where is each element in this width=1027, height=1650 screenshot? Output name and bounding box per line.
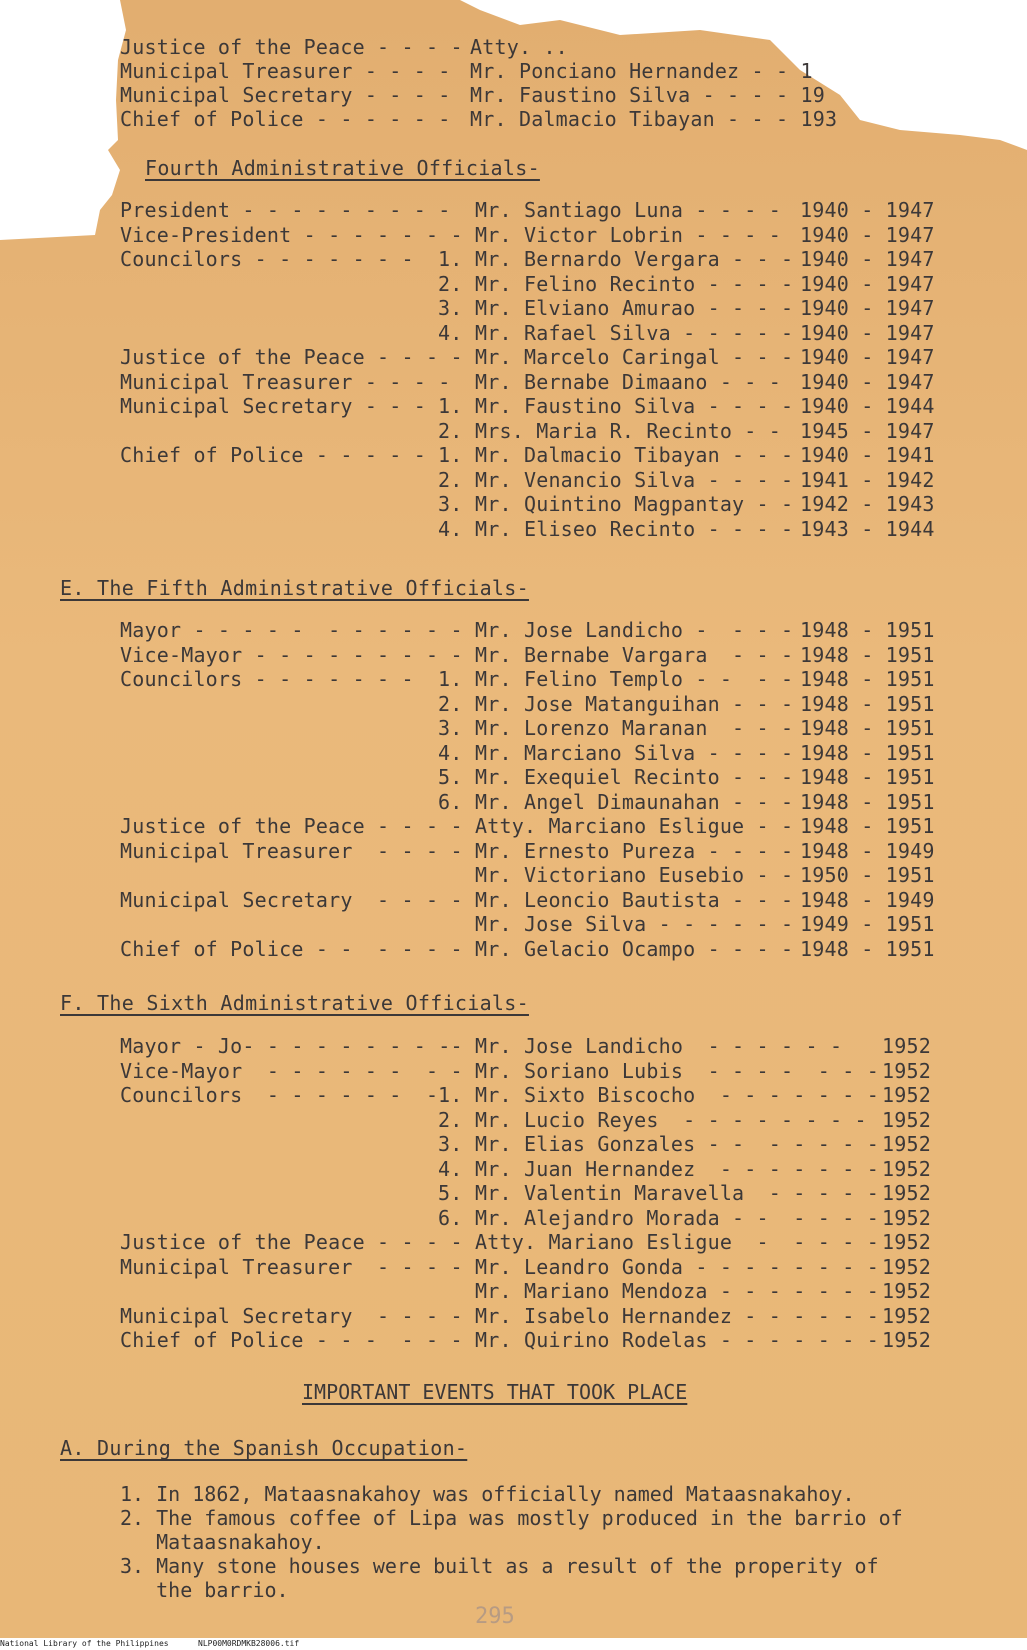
office-label: President - - - - - - - - -	[120, 198, 463, 222]
office-label: Justice of the Peace - - - -	[120, 35, 475, 59]
fragment-row	[120, 35, 940, 59]
term-years: 1945 - 1947	[800, 418, 935, 443]
event-item: 1. In 1862, Mataasnakahoy was officially named Mataasnakahoy.	[120, 1482, 855, 1506]
official-row	[120, 741, 940, 765]
official-name: Mr. Angel Dimaunahan - - -	[475, 789, 794, 814]
official-name: Mr. Ernesto Pureza - - - -	[475, 838, 794, 863]
official-name: Mr. Eliseo Recinto - - - -	[475, 516, 794, 541]
item-number: 4.	[438, 1156, 463, 1181]
official-name: Mr. Jose Silva - - - - - -	[475, 912, 794, 936]
official-name: Mr. Marciano Silva - - - -	[475, 740, 794, 765]
office-label: Municipal Treasurer - - - -	[120, 838, 475, 863]
term-years: 1948 - 1951	[800, 814, 935, 838]
official-row	[120, 1034, 940, 1058]
term-years: 1952	[882, 1034, 931, 1058]
official-row	[120, 814, 940, 838]
official-name: Atty. ..	[470, 35, 568, 59]
footer-filename: NLP00M0RDMKB28006.tif	[198, 1639, 300, 1648]
term-years: 1948 - 1951	[800, 691, 935, 716]
official-row	[120, 643, 940, 667]
official-name: Mr. Faustino Silva - - - -	[475, 394, 794, 418]
official-name: Mrs. Maria R. Recinto - -	[475, 418, 782, 443]
official-row	[120, 419, 940, 443]
official-name: Mr. Dalmacio Tibayan - - -	[475, 443, 794, 467]
term-years: 1948 - 1951	[800, 642, 935, 667]
item-number: 1.	[438, 394, 463, 418]
official-name: Atty. Mariano Esligue - - - - -	[475, 1230, 879, 1254]
term-years: 1952	[882, 1107, 931, 1132]
official-name: Mr. Isabelo Hernandez - - - - - -	[475, 1303, 879, 1328]
term-years: 1952	[882, 1254, 931, 1279]
official-row	[120, 345, 940, 369]
term-years: 1952	[882, 1303, 931, 1328]
official-row	[120, 517, 940, 541]
item-number: 3.	[438, 716, 463, 740]
office-label: Municipal Secretary - - - -	[120, 887, 475, 912]
office-label: Municipal Treasurer - - - -	[120, 369, 463, 394]
term-years: 1949 - 1951	[800, 912, 935, 936]
official-row	[120, 370, 940, 394]
official-name: Mr. Felino Templo - - - -	[475, 667, 794, 691]
term-years: 1940 - 1947	[800, 222, 935, 247]
event-item: 2. The famous coffee of Lipa was mostly produced in the barrio of Mataasnakahoy.	[120, 1506, 903, 1554]
official-row	[120, 839, 940, 863]
official-row	[120, 1279, 940, 1303]
official-row	[120, 716, 940, 740]
official-name: Mr. Exequiel Recinto - - -	[475, 765, 794, 789]
official-row	[120, 1108, 940, 1132]
official-row	[120, 667, 940, 691]
official-name: Mr. Bernardo Vergara - - -	[475, 247, 794, 271]
office-label: Municipal Treasurer - - - -	[120, 1254, 475, 1279]
official-row	[120, 1059, 940, 1083]
official-row	[120, 223, 940, 247]
official-name: Mr. Juan Hernandez - - - - - - -	[475, 1156, 879, 1181]
page-number: 295	[475, 1604, 515, 1629]
fifth-officials-heading: E. The Fifth Administrative Officials-	[60, 576, 529, 600]
term-years: 1948 - 1949	[800, 887, 935, 912]
term-years: 1948 - 1951	[800, 667, 935, 691]
official-name: Mr. Jose Landicho - - - -	[475, 618, 794, 642]
item-number: 6.	[438, 789, 463, 814]
term-years: 1940 - 1947	[800, 296, 935, 320]
office-label: Councilors - - - - - - -	[120, 667, 427, 691]
term-years: 1942 - 1943	[800, 492, 935, 516]
term-years: 1952	[882, 1083, 931, 1107]
item-number: 5.	[438, 1181, 463, 1205]
official-name: Mr. Marcelo Caringal - - -	[475, 345, 794, 369]
official-name: Mr. Victor Lobrin - - - -	[475, 222, 782, 247]
official-row	[120, 247, 940, 271]
official-name: Mr. Felino Recinto - - - -	[475, 271, 794, 296]
official-name: Mr. Ponciano Hernandez - - 1	[470, 59, 813, 83]
official-row	[120, 1230, 940, 1254]
official-name: Mr. Victoriano Eusebio - -	[475, 863, 794, 887]
item-number: 3.	[438, 1132, 463, 1156]
official-row	[120, 912, 940, 936]
footer-library: National Library of the Philippines	[0, 1639, 169, 1648]
official-row	[120, 296, 940, 320]
item-number: 1.	[438, 247, 463, 271]
office-label: Municipal Treasurer - - - -	[120, 59, 463, 83]
term-years: 1952	[882, 1279, 931, 1303]
office-label: Mayor - Jo- - - - - - - - --	[120, 1034, 475, 1058]
term-years: 1941 - 1942	[800, 467, 935, 492]
official-name: Mr. Alejandro Morada - - - - - -	[475, 1205, 879, 1230]
term-years: 1950 - 1951	[800, 863, 935, 887]
item-number: 4.	[438, 320, 463, 345]
item-number: 1.	[438, 443, 463, 467]
official-name: Mr. Faustino Silva - - - - 19	[470, 83, 825, 107]
item-number: 4.	[438, 516, 463, 541]
official-row	[120, 198, 940, 222]
events-title: IMPORTANT EVENTS THAT TOOK PLACE	[302, 1380, 688, 1404]
office-label: Mayor - - - - - - - - - - -	[120, 618, 475, 642]
official-row	[120, 1181, 940, 1205]
term-years: 1948 - 1951	[800, 740, 935, 765]
office-label: Chief of Police - - - - - -	[120, 936, 475, 961]
office-label: Municipal Secretary - - - -	[120, 83, 463, 107]
official-row	[120, 394, 940, 418]
official-row	[120, 443, 940, 467]
official-name: Mr. Sixto Biscocho - - - - - - -	[475, 1083, 879, 1107]
official-name: Mr. Quintino Magpantay - -	[475, 492, 794, 516]
official-name: Mr. Valentin Maravella - - - - -	[475, 1181, 879, 1205]
term-years: 1940 - 1947	[800, 345, 935, 369]
office-label: Municipal Secretary - - -	[120, 394, 439, 418]
official-row	[120, 492, 940, 516]
office-label: Justice of the Peace - - - -	[120, 1230, 475, 1254]
official-name: Mr. Lorenzo Maranan - - -	[475, 716, 794, 740]
office-label: Councilors - - - - - - -	[120, 1083, 439, 1107]
office-label: Justice of the Peace - - - -	[120, 345, 475, 369]
spanish-occupation-heading: A. During the Spanish Occupation-	[60, 1436, 468, 1460]
term-years: 1940 - 1947	[800, 247, 935, 271]
official-name: Mr. Leandro Gonda - - - - - - - -	[475, 1254, 879, 1279]
official-row	[120, 1083, 940, 1107]
term-years: 1943 - 1944	[800, 516, 935, 541]
official-row	[120, 692, 940, 716]
fragment-row	[120, 59, 940, 83]
office-label: Justice of the Peace - - - -	[120, 814, 475, 838]
office-label: Chief of Police - - - - - -	[120, 1328, 475, 1352]
official-name: Mr. Lucio Reyes - - - - - - - -	[475, 1107, 867, 1132]
term-years: 1948 - 1951	[800, 789, 935, 814]
term-years: 1952	[882, 1230, 931, 1254]
office-label: Municipal Secretary - - - -	[120, 1303, 475, 1328]
office-label: Chief of Police - - - - - -	[120, 107, 463, 131]
item-number: 2.	[438, 1107, 463, 1132]
official-name: Mr. Venancio Silva - - - -	[475, 467, 794, 492]
official-row	[120, 618, 940, 642]
term-years: 1948 - 1949	[800, 838, 935, 863]
term-years: 1952	[882, 1328, 931, 1352]
term-years: 1948 - 1951	[800, 618, 935, 642]
official-name: Mr. Jose Matanguihan - - -	[475, 691, 794, 716]
official-row	[120, 468, 940, 492]
office-label: Chief of Police - - - - -	[120, 443, 439, 467]
term-years: 1940 - 1947	[800, 271, 935, 296]
official-name: Mr. Mariano Mendoza - - - - - - -	[475, 1279, 879, 1303]
fragment-row	[120, 107, 940, 131]
item-number: 6.	[438, 1205, 463, 1230]
official-name: Mr. Leoncio Bautista - - -	[475, 887, 794, 912]
office-label: Vice-Mayor - - - - - - - - -	[120, 642, 475, 667]
official-row	[120, 1132, 940, 1156]
term-years: 1948 - 1951	[800, 765, 935, 789]
official-name: Mr. Quirino Rodelas - - - - - - -	[475, 1328, 879, 1352]
official-row	[120, 1328, 940, 1352]
term-years: 1952	[882, 1205, 931, 1230]
fourth-officials-heading: Fourth Administrative Officials-	[145, 156, 540, 180]
item-number: 2.	[438, 271, 463, 296]
term-years: 1952	[882, 1181, 931, 1205]
office-label: Vice-President - - - - - - -	[120, 222, 475, 247]
official-row	[120, 863, 940, 887]
item-number: 1.	[438, 1083, 463, 1107]
office-label: Vice-Mayor - - - - - - - -	[120, 1058, 475, 1083]
official-name: Mr. Soriano Lubis - - - - - - -	[475, 1058, 879, 1083]
official-row	[120, 1206, 940, 1230]
official-name: Mr. Santiago Luna - - - -	[475, 198, 782, 222]
item-number: 3.	[438, 492, 463, 516]
term-years: 1940 - 1941	[800, 443, 935, 467]
term-years: 1940 - 1944	[800, 394, 935, 418]
official-name: Mr. Gelacio Ocampo - - - -	[475, 936, 794, 961]
official-name: Mr. Elviano Amurao - - - -	[475, 296, 794, 320]
term-years: 1940 - 1947	[800, 369, 935, 394]
term-years: 1952	[882, 1132, 931, 1156]
term-years: 1952	[882, 1058, 931, 1083]
item-number: 2.	[438, 418, 463, 443]
item-number: 4.	[438, 740, 463, 765]
event-item: 3. Many stone houses were built as a result of the properity of the barrio.	[120, 1554, 879, 1602]
term-years: 1940 - 1947	[800, 320, 935, 345]
item-number: 5.	[438, 765, 463, 789]
term-years: 1948 - 1951	[800, 716, 935, 740]
footer-bar	[0, 1638, 1027, 1650]
official-row	[120, 321, 940, 345]
official-name: Mr. Rafael Silva - - - - -	[475, 320, 794, 345]
item-number: 2.	[438, 691, 463, 716]
office-label: Councilors - - - - - - -	[120, 247, 427, 271]
term-years: 1940 - 1947	[800, 198, 935, 222]
term-years: 1952	[882, 1156, 931, 1181]
official-name: Mr. Elias Gonzales - - - - - - -	[475, 1132, 879, 1156]
fragment-row	[120, 83, 940, 107]
official-row	[120, 888, 940, 912]
item-number: 3.	[438, 296, 463, 320]
official-name: Mr. Bernabe Vargara - - -	[475, 642, 794, 667]
official-row	[120, 765, 940, 789]
official-name: Atty. Marciano Esligue - -	[475, 814, 794, 838]
item-number: 2.	[438, 467, 463, 492]
official-name: Mr. Dalmacio Tibayan - - - 193	[470, 107, 838, 131]
official-row	[120, 937, 940, 961]
official-name: Mr. Jose Landicho - - - - - -	[475, 1034, 843, 1058]
official-row	[120, 790, 940, 814]
official-row	[120, 1304, 940, 1328]
official-row	[120, 272, 940, 296]
official-row	[120, 1255, 940, 1279]
official-row	[120, 1157, 940, 1181]
sixth-officials-heading: F. The Sixth Administrative Officials-	[60, 991, 529, 1015]
item-number: 1.	[438, 667, 463, 691]
term-years: 1948 - 1951	[800, 936, 935, 961]
official-name: Mr. Bernabe Dimaano - - -	[475, 369, 782, 394]
